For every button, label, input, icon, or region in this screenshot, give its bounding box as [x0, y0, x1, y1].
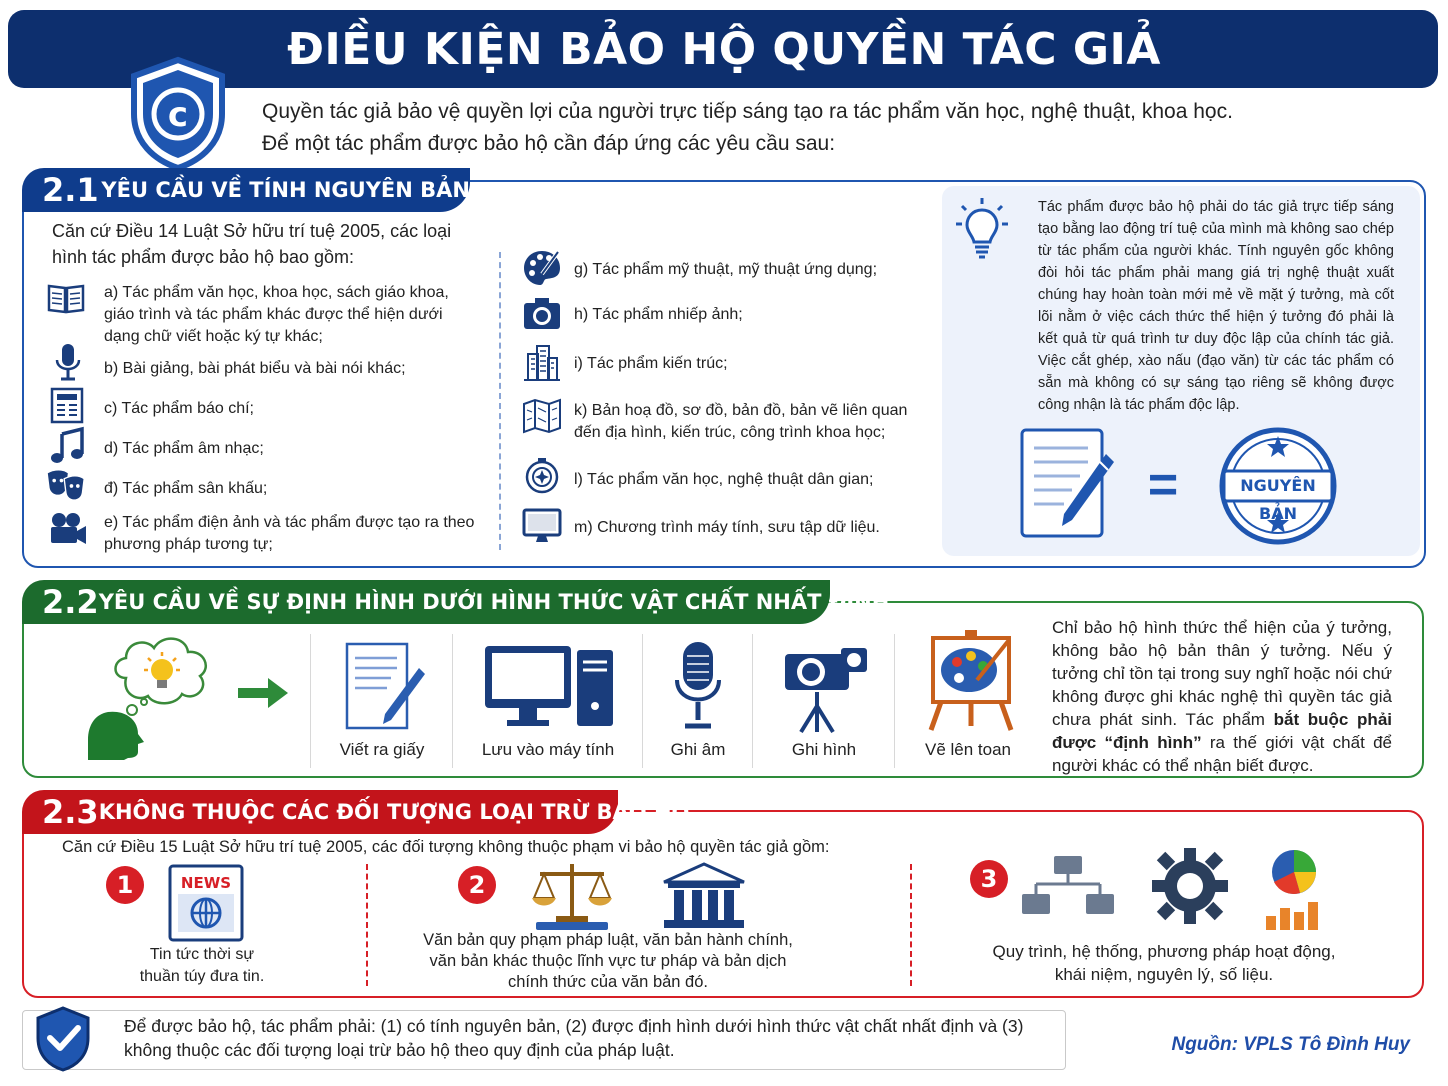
form-label-computer: Lưu vào máy tính: [481, 740, 615, 759]
form-card-canvas: [894, 634, 1040, 768]
form-label-canvas: Vẽ lên toan: [924, 740, 1011, 759]
exclusion-number-1: 1: [106, 866, 144, 904]
form-card-paper: [310, 634, 452, 768]
statistics-chart-icon: [1262, 846, 1324, 932]
fixation-text-part-1: Chỉ bảo hộ hình thức thể hiện của ý tưởng, không bảo hộ bản thân ý tưởng. Nếu ý tưởng chỉ tồn tại trong suy nghĩ hoặc nói chứ không được ghi khác nghệ thì quyền tác giả chưa phát sinh. Tác phẩm: [1052, 618, 1392, 729]
microphone-icon: [48, 342, 88, 382]
column-divider: [499, 252, 501, 550]
form-card-computer: [452, 634, 642, 768]
exclusion-divider-1: [366, 864, 368, 986]
list-item-c: c) Tác phẩm báo chí;: [104, 400, 254, 417]
copyright-shield-icon: [128, 56, 228, 172]
exclusion-divider-2: [910, 864, 912, 986]
list-item-g: g) Tác phẩm mỹ thuật, mỹ thuật ứng dụng;: [574, 261, 878, 278]
section-3-lead: Căn cứ Điều 15 Luật Sở hữu trí tuệ 2005, các đối tượng không thuộc phạm vi bảo hộ quyền tác giả gồm:: [62, 838, 830, 856]
checkmark-shield-icon: [34, 1004, 92, 1074]
section-2-tab: [22, 580, 890, 624]
intro-line-1: Quyền tác giả bảo vệ quyền lợi của người trực tiếp sáng tạo ra tác phẩm văn học, nghệ thuật, khoa học.: [262, 100, 1233, 123]
folk-drum-icon: [522, 456, 562, 496]
newspaper-icon: [48, 386, 88, 426]
svg-text:c: c: [167, 95, 189, 135]
exclusion-text-2: Văn bản quy phạm pháp luật, văn bản hành chính, văn bản khác thuộc lĩnh vực tư pháp và bản dịch chính thức của văn bản đó.: [423, 931, 793, 991]
fixation-text-part-2: ra thế giới vật chất để người khác có thể nhận biết được.: [1052, 733, 1393, 775]
painting-easel-icon: [925, 628, 1019, 732]
music-note-icon: [48, 426, 88, 466]
video-camera-icon: [781, 642, 871, 734]
justice-scales-icon: [530, 860, 614, 930]
list-item-d: d) Tác phẩm âm nhạc;: [104, 440, 264, 457]
page-title: ĐIỀU KIỆN BẢO HỘ QUYỀN TÁC GIẢ: [287, 24, 1161, 75]
document-pen-icon: [1020, 428, 1116, 540]
stamp-label: NGUYÊN BẢN: [1240, 476, 1316, 523]
building-icon: [522, 342, 562, 382]
list-item-e: e) Tác phẩm điện ảnh và tác phẩm được tạo ra theo phương pháp tương tự;: [104, 514, 475, 553]
section-1-lead: Căn cứ Điều 14 Luật Sở hữu trí tuệ 2005, các loại hình tác phẩm được bảo hộ bao gồm:: [52, 221, 452, 267]
form-label-paper: Viết ra giấy: [339, 740, 425, 759]
paper-pen-icon: [343, 640, 427, 734]
originality-explanation: Tác phẩm được bảo hộ phải do tác giả trực tiếp sáng tạo bằng lao động trí tuệ của mình mà không sao chép từ tác phẩm của người khác. Tính nguyên gốc không đòi hỏi tác phẩm phải mang giá trị nghệ thuật xuất chúng hay hoàn toàn mới mẻ về mặt ý tưởng, mà cốt lõi nằm ở việc cách thức thể hiện ý tưởng đó phải là kết quả từ quá trình tư duy độc lập của chính tác giả. Việc cắt ghép, xào nấu (đạo văn) từ các tác phẩm có sẵn mà không có sự sáng tạo riêng sẽ không được công nhận là tác phẩm độc lập.: [1038, 199, 1394, 413]
news-label: NEWS: [180, 874, 232, 892]
list-item-l: l) Tác phẩm văn học, nghệ thuật dân gian;: [574, 471, 874, 488]
thinking-head-icon: [82, 628, 222, 760]
fixation-explanation: [1052, 616, 1392, 777]
camera-icon: [522, 294, 562, 334]
exclusion-number-2: 2: [458, 866, 496, 904]
form-card-video: [752, 634, 894, 768]
section-1-tab: [22, 168, 470, 212]
equals-sign: =: [1147, 456, 1179, 514]
section-3-title: KHÔNG THUỘC CÁC ĐỐI TƯỢNG LOẠI TRỪ BẢO HỘ: [98, 800, 690, 824]
desktop-computer-icon: [483, 644, 615, 732]
exclusion-text-1: Tin tức thời sự thuần túy đưa tin.: [139, 946, 265, 985]
courthouse-icon: [662, 862, 746, 930]
film-camera-icon: [48, 510, 88, 550]
book-icon: [46, 278, 86, 318]
monitor-icon: [522, 506, 562, 546]
studio-microphone-icon: [673, 640, 723, 732]
list-item-dd: đ) Tác phẩm sân khấu;: [104, 480, 268, 497]
section-3-number: 2.3: [42, 793, 99, 831]
list-item-a: a) Tác phẩm văn học, khoa học, sách giáo khoa, giáo trình và tác phẩm khác được thể hiện dưới dạng chữ viết hoặc ký tự khác;: [104, 284, 449, 345]
section-2-title: YÊU CẦU VỀ SỰ ĐỊNH HÌNH DƯỚI HÌNH THỨC VẬT CHẤT NHẤT ĐỊNH: [98, 590, 890, 614]
right-arrow-icon: [236, 676, 290, 710]
list-item-m: m) Chương trình máy tính, sưu tập dữ liệu.: [574, 519, 880, 536]
palette-icon: [522, 248, 562, 288]
list-item-h: h) Tác phẩm nhiếp ảnh;: [574, 306, 743, 323]
section-1-number: 2.1: [42, 171, 99, 209]
theater-masks-icon: [46, 466, 86, 506]
section-1-title: YÊU CẦU VỀ TÍNH NGUYÊN BẢN: [101, 178, 470, 202]
map-icon: [522, 396, 562, 436]
fixation-text-bold: bắt buộc phải được “định hình”: [1052, 710, 1392, 752]
lightbulb-icon: [954, 194, 1010, 264]
section-2-number: 2.2: [42, 583, 99, 621]
intro-line-2: Để một tác phẩm được bảo hộ cần đáp ứng các yêu cầu sau:: [262, 132, 836, 155]
process-flow-icon: [1020, 854, 1116, 918]
list-item-i: i) Tác phẩm kiến trúc;: [574, 355, 728, 372]
form-card-audio: [642, 634, 752, 768]
list-item-b: b) Bài giảng, bài phát biểu và bài nói khác;: [104, 360, 406, 377]
source-credit: Nguồn: VPLS Tô Đình Huy: [1171, 1034, 1410, 1055]
summary-text: Để được bảo hộ, tác phẩm phải: (1) có tính nguyên bản, (2) được định hình dưới hình thức vật chất nhất định và (3) không thuộc các đối tượng loại trừ bảo hộ theo quy định của pháp luật.: [124, 1016, 1024, 1060]
form-label-audio: Ghi âm: [670, 740, 726, 759]
exclusion-text-3: Quy trình, hệ thống, phương pháp hoạt động, khái niệm, nguyên lý, số liệu.: [992, 942, 1336, 984]
gear-icon: [1150, 846, 1230, 926]
list-item-k: k) Bản hoạ đồ, sơ đồ, bản đồ, bản vẽ liên quan đến địa hình, kiến trúc, công trình khoa học;: [574, 402, 908, 441]
section-3-tab: [22, 790, 690, 834]
exclusion-number-3: 3: [970, 860, 1008, 898]
form-label-video: Ghi hình: [791, 740, 857, 759]
